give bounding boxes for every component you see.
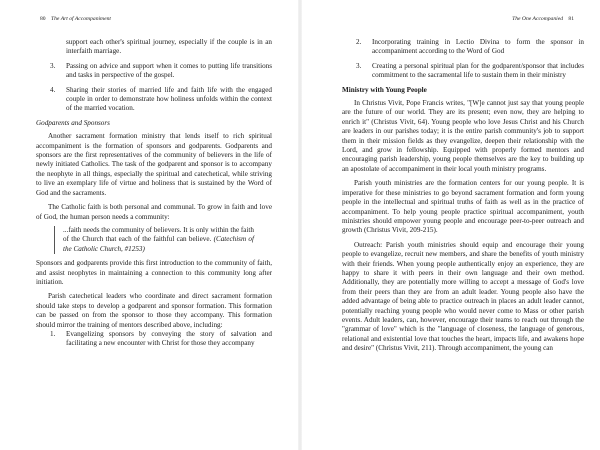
right-running-title: The One Accompanied [512,16,563,22]
list-text: Incorporating training in Lectio Divina to form the sponsor in accompaniment according to the Word of God [372,38,584,56]
quote-text: ...faith needs the community of believers. It is only within the faith of the Church that each of the faithful can believe. [63,225,254,244]
left-running-title: The Art of Accompaniment [51,16,111,22]
mentor-list [36,62,272,114]
right-page-number: 81 [568,16,574,22]
list-number: 1. [50,329,56,338]
list-text: Sharing their stories of married life and faith life with the engaged couple in order to demonstrate how holiness unfolds within the context of the married vocation. [66,85,272,113]
section-heading-young-people: Ministry with Young People [342,85,427,94]
list-item [342,62,584,81]
left-text-column [36,38,272,354]
paragraph: Another sacrament formation ministry that lends itself to rich spiritual accompaniment is the formation of sponsors and godparents. Godparents and sponsors are the first representatives of the community of believers in the life of newly initiated Catholics. The task of the godparent and sponsor is to accompany the neophyte in all things, especially the spiritual and catechetical, while striving to live an exemplary life of virtue and holiness that is sustained by the Word of God and the sacraments. [36,132,272,197]
right-running-head [512,16,578,22]
block-quote [54,226,254,254]
paragraph: Sponsors and godparents provide this first introduction to the community of faith, and assist neophytes in maintaining a connection to this community long after initiation. [36,259,272,286]
list-text: Creating a personal spiritual plan for the godparent/sponsor that includes commitment to the sacramental life to sustain them in their ministry [372,61,584,80]
list-number: 3. [50,61,56,70]
section-heading-godparents: Godparents and Sponsors [36,118,110,127]
list-item [342,38,584,57]
list-text: Evangelizing sponsors by conveying the story of salvation and facilitating a new encounter with Christ for those they accompany [66,329,272,348]
left-page-number: 80 [40,16,46,22]
paragraph: In Christus Vivit, Pope Francis writes, "[W]e cannot just say that young people are the future of our world. They are its present; even now, they are helping to enrich it" (Christus Vivit, 64). Young people who love Jesus Christ and his Church are leaders in our parishes today; it is the entire parish community's job to support them in their mission fields as they evangelize, deepen their relationship with the Lord, and grow in fellowship. Equipped with properly formed mentors and encouraging parish leadership, young people themselves are the key to building up an apostolate of accompaniment in their local youth ministry programs. [342,99,584,173]
paragraph: Parish youth ministries are the formation centers for our young people. It is imperative for these ministries to go beyond sacrament formation and form young people in the intellectual and spiritual truths of faith as well as in the practice of accompaniment. To help young people practice spiritual accompaniment, youth ministries should empower young people and encourage peer-to-peer outreach and growth (Christus Vivit, 209-215). [342,179,584,235]
list-item [36,62,272,81]
sponsor-list-continued [342,38,584,81]
right-page [300,0,600,450]
paragraph: Outreach: Parish youth ministries should equip and encourage their young people to evangelize, recruit new members, and share the benefits of youth ministry with their friends. When young people authentically enjoy an experience, they are happy to share it with peers in their own language and their own method. Additionally, they are potentially more willing to accept a message of God's love from their peers than they are from an adult leader. Young people also have the added advantage of being able to practice outreach in places an adult leader cannot, potentially reaching young people who would never come to Mass or other parish events. Adult leaders, can, however, encourage their teams to reach out through the "grammar of love" which is the "language of closeness, the language of generous, relational and existential love that touches the heart, impacts life, and awakens hope and desire" (Christus Vivit, 211). Through accompaniment, the young can [342,240,584,353]
sponsor-list [36,330,272,349]
list-number: 2. [356,38,362,46]
right-text-column [342,38,584,354]
list-item-continued: support each other's spiritual journey, especially if the couple is in an interfaith marriage. [66,38,272,56]
list-item [36,330,272,349]
quote-citation: (Catechism of the Catholic Church, #1253) [63,235,254,253]
paragraph: Parish catechetical leaders who coordinate and direct sacrament formation should take steps to develop a godparent and sponsor formation. This formation can be passed on from the sponsor to those they accompany. This formation should mirror the training of mentors described above, including: [36,292,272,329]
paragraph: The Catholic faith is both personal and communal. To grow in faith and love of God, the human person needs a community: [36,203,272,221]
left-running-head [36,16,111,22]
list-item [36,86,272,114]
list-number: 3. [356,61,362,70]
list-text: Passing on advice and support when it comes to putting life transitions and tasks in perspective of the gospel. [66,61,272,80]
list-number: 4. [50,85,56,94]
